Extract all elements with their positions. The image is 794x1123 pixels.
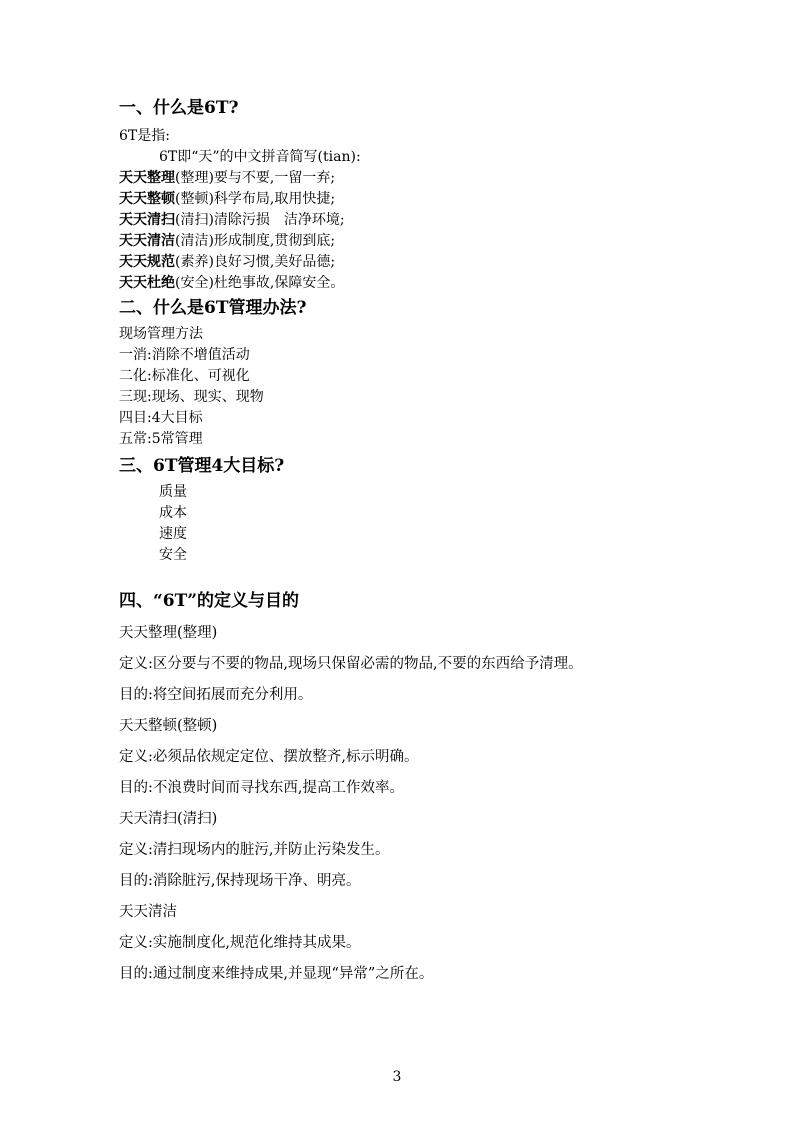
definition-line: 天天整理(整理) <box>119 625 218 641</box>
term-description: (素养)良好习惯,美好品德; <box>175 254 336 270</box>
term: 天天整顿 <box>119 191 175 207</box>
definition-line: 天天清扫(清扫) <box>119 811 218 827</box>
definition-line: 定义:清扫现场内的脏污,并防止污染发生。 <box>119 842 390 858</box>
term-description: (整顿)科学布局,取用快捷; <box>175 191 336 207</box>
page-content <box>119 96 679 990</box>
definition-line: 天天整顿(整顿) <box>119 718 218 734</box>
list-item <box>119 189 679 210</box>
definition-line: 定义:必须品依规定定位、摆放整齐,标示明确。 <box>119 749 419 765</box>
definition-line: 目的:将空间拓展而充分利用。 <box>119 687 313 703</box>
term: 天天杜绝 <box>119 275 175 291</box>
section-body-4-goals <box>119 482 679 566</box>
section-heading-what-is-6t: 一、什么是6T? <box>119 98 239 118</box>
list-item <box>119 168 679 189</box>
intro-line: 6T是指: <box>119 128 170 144</box>
term-description: (清扫)清除污损 洁净环境; <box>175 212 345 228</box>
page-number: 3 <box>392 1069 402 1085</box>
goal-item: 安全 <box>159 547 187 563</box>
list-item <box>119 210 679 231</box>
term-description: (清洁)形成制度,贯彻到底; <box>175 233 336 249</box>
term: 天天清洁 <box>119 233 175 249</box>
definition-line: 目的:消除脏污,保持现场干净、明亮。 <box>119 873 361 889</box>
goal-item: 成本 <box>159 505 187 521</box>
term: 天天清扫 <box>119 212 175 228</box>
definition-line: 定义:实施制度化,规范化维持其成果。 <box>119 935 361 951</box>
list-item: 二化:标准化、可视化 <box>119 368 250 384</box>
goal-item: 速度 <box>159 526 187 542</box>
section-heading-definitions: 四、“6T”的定义与目的 <box>119 591 300 611</box>
section-heading-4-goals: 三、6T管理4大目标? <box>119 456 285 476</box>
section-heading-6t-methods: 二、什么是6T管理办法? <box>119 298 307 318</box>
list-item: 四目:4大目标 <box>119 410 203 426</box>
term: 天天整理 <box>119 170 175 186</box>
definition-line: 定义:区分要与不要的物品,现场只保留必需的物品,不要的东西给予清理。 <box>119 656 583 672</box>
definition-line: 天天清洁 <box>119 904 177 920</box>
list-item: 一消:消除不增值活动 <box>119 347 250 363</box>
term: 天天规范 <box>119 254 175 270</box>
term-description: (整理)要与不要,一留一弃; <box>175 170 336 186</box>
list-item: 现场管理方法 <box>119 326 203 342</box>
definition-line: 目的:不浪费时间而寻找东西,提高工作效率。 <box>119 780 404 796</box>
term-description: (安全)杜绝事故,保障安全。 <box>175 275 345 291</box>
section-body-what-is-6t <box>119 126 679 294</box>
list-item <box>119 252 679 273</box>
goal-item: 质量 <box>159 484 187 500</box>
section-body-definitions <box>119 618 679 990</box>
list-item <box>119 231 679 252</box>
list-item: 三现:现场、现实、现物 <box>119 389 264 405</box>
explain-line: 6T即“天”的中文拼音简写(tian): <box>159 149 361 165</box>
section-body-6t-methods <box>119 324 679 450</box>
list-item <box>119 273 679 294</box>
definition-line: 目的:通过制度来维持成果,并显现“异常”之所在。 <box>119 966 434 982</box>
list-item: 五常:5常管理 <box>119 431 203 447</box>
